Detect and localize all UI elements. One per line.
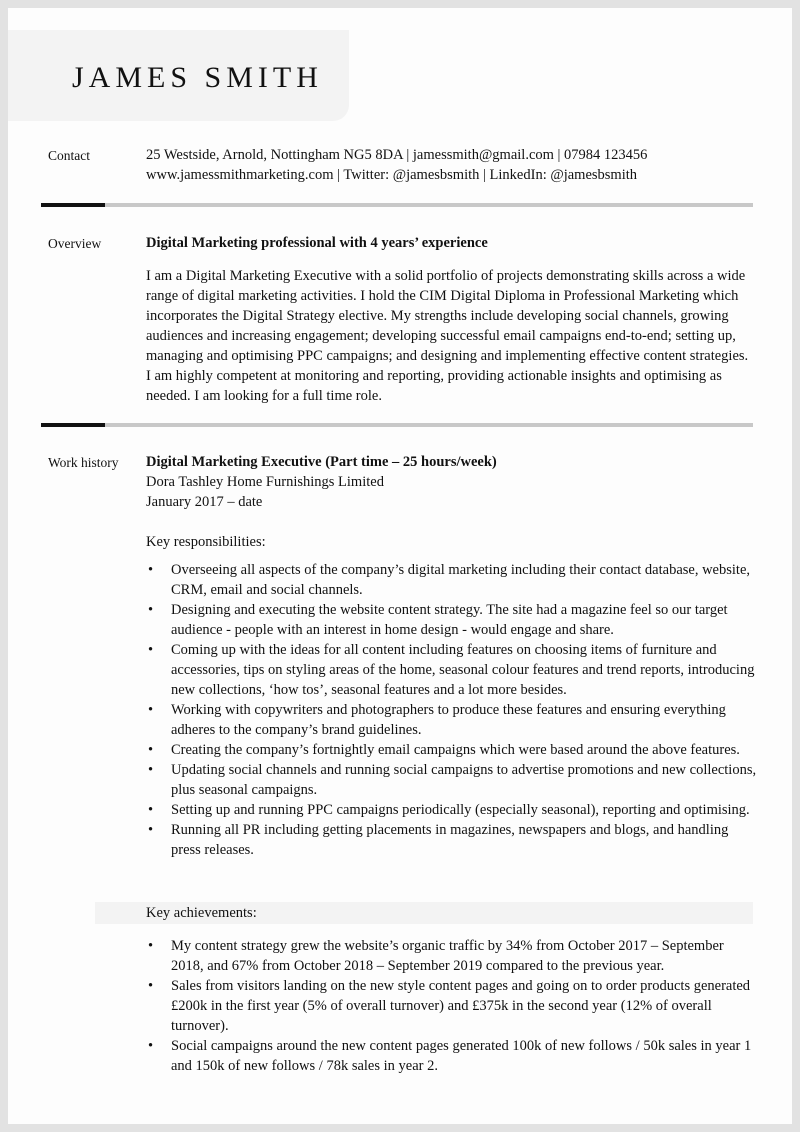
overview-label: Overview	[48, 236, 102, 251]
list-item: • My content strategy grew the website’s organic traffic by 34% from October 2017 – September 2018, and 67% from October 2018 – September 2019 compared to the previous year.	[146, 936, 758, 976]
list-item: • Setting up and running PPC campaigns periodically (especially seasonal), reporting and optimising.	[146, 800, 758, 820]
achievements-section	[146, 903, 758, 1076]
overview-text: I am a Digital Marketing Executive with a solid portfolio of projects demonstrating skills across a wide range of digital marketing activities. I hold the CIM Digital Diploma in Professional Marketing which incorporates the Digital Strategy elective. My strengths include developing social channels, growing audiences and increasing engagement; developing successful email campaigns end-to-end; setting up, managing and optimising PPC campaigns; and designing and implementing effective content strategies. I am highly competent at monitoring and reporting, providing actionable insights and optimising as needed. I am looking for a full time role.	[146, 268, 749, 404]
list-item: • Running all PR including getting placements in magazines, newspapers and blogs, and handling press releases.	[146, 820, 758, 860]
name-header	[8, 30, 349, 121]
list-item: • Social campaigns around the new content pages generated 100k of new follows / 50k sales in year 1 and 150k of new follows / 78k sales in year 2.	[146, 1036, 758, 1076]
overview-heading: Digital Marketing professional with 4 years’ experience	[146, 235, 488, 251]
list-item: • Updating social channels and running social campaigns to advertise promotions and new collections, plus seasonal campaigns.	[146, 760, 758, 800]
job-dates: January 2017 – date	[146, 494, 263, 510]
contact-line-2: www.jamessmithmarketing.com | Twitter: @jamesbsmith | LinkedIn: @jamesbsmith	[146, 167, 637, 183]
overview-section	[146, 233, 758, 406]
contact-label: Contact	[48, 148, 90, 163]
cv-page	[8, 8, 792, 1124]
list-item: • Sales from visitors landing on the new style content pages and going on to order products generated £200k in the first year (5% of overall turnover) and £375k in the second year (12% of overall turnover).	[146, 976, 758, 1036]
achievements-list	[146, 936, 758, 1076]
candidate-name: JAMES SMITH	[72, 61, 323, 94]
list-item: • Overseeing all aspects of the company’s digital marketing including their contact database, website, CRM, email and social channels.	[146, 560, 758, 600]
work-history-label: Work history	[48, 455, 119, 470]
responsibilities-heading: Key responsibilities:	[146, 534, 266, 550]
list-item: • Working with copywriters and photographers to produce these features and ensuring everything adheres to the company’s brand guidelines.	[146, 700, 758, 740]
contact-line-1: 25 Westside, Arnold, Nottingham NG5 8DA | jamessmith@gmail.com | 07984 123456	[146, 147, 648, 163]
job-title: Digital Marketing Executive (Part time – 25 hours/week)	[146, 454, 497, 470]
section-divider	[41, 423, 753, 427]
contact-details	[146, 145, 758, 185]
responsibilities-list	[146, 560, 758, 860]
list-item: • Creating the company’s fortnightly email campaigns which were based around the above features.	[146, 740, 758, 760]
achievements-heading: Key achievements:	[146, 905, 257, 921]
work-history-section	[146, 452, 758, 860]
list-item: • Coming up with the ideas for all content including features on choosing items of furniture and accessories, tips on styling areas of the home, seasonal colour features and trend reports, introducing new collections, ‘how tos’, seasonal features and a lot more besides.	[146, 640, 758, 700]
list-item: • Designing and executing the website content strategy. The site had a magazine feel so our target audience - people with an interest in home design - would engage and share.	[146, 600, 758, 640]
section-divider	[41, 203, 753, 207]
company: Dora Tashley Home Furnishings Limited	[146, 474, 384, 490]
